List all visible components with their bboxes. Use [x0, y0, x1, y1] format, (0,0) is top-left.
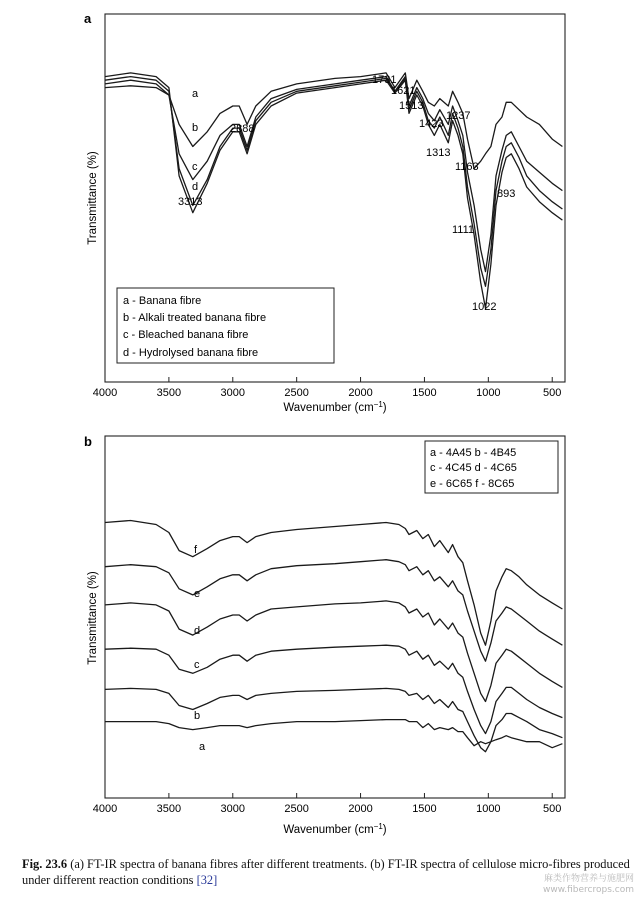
curve-letter-f: f [194, 544, 198, 556]
panel-a-x-tick-label-2500: 2500 [284, 387, 309, 399]
panel-a-x-ticks [93, 377, 562, 399]
peak-label-1111: 1111 [452, 224, 475, 236]
peak-label-1513: 1513 [399, 100, 424, 112]
legend-item-d: d - Hydrolysed banana fibre [123, 347, 259, 359]
panel-b-x-tick-label-1000: 1000 [476, 803, 501, 815]
peak-label-893: 893 [497, 188, 516, 200]
panel-b-series-d [105, 601, 562, 702]
panel-b-x-tick-label-500: 500 [543, 803, 562, 815]
peak-label-1313: 1313 [426, 147, 451, 159]
panel-a-x-tick-label-2000: 2000 [348, 387, 373, 399]
legend-item-ab: a - 4A45 b - 4B45 [430, 447, 517, 459]
panel-b-x-tick-label-3500: 3500 [156, 803, 182, 815]
panel-b-curve-letters [194, 544, 206, 753]
panel-a-x-tick-label-500: 500 [543, 387, 562, 399]
panel-b [84, 434, 565, 836]
curve-letter-a: a [199, 741, 206, 753]
peak-label-1022: 1022 [472, 301, 497, 313]
panel-b-letter: b [84, 434, 92, 449]
panel-b-xlabel: Wavenumber $(cm^{-1})$ [283, 822, 387, 836]
curve-letter-c: c [192, 161, 198, 173]
panel-a-series [105, 73, 562, 309]
caption-reference[interactable]: [32] [196, 873, 218, 887]
panel-a [84, 11, 565, 414]
panel-a-series-b [105, 77, 562, 272]
legend-item-a: a - Banana fibre [123, 295, 202, 307]
panel-b-series-f [105, 521, 562, 646]
panel-b-series [105, 521, 562, 752]
panel-b-x-ticks [93, 793, 562, 815]
panel-b-legend [425, 441, 558, 493]
peak-label-2888: 2888 [230, 123, 255, 135]
peak-label-1237: 1237 [446, 110, 471, 122]
panel-b-ylabel: Transmittance (%) [87, 571, 99, 665]
curve-letter-b: b [192, 122, 199, 134]
panel-b-x-tick-label-1500: 1500 [412, 803, 437, 815]
peak-label-1163: 1163 [455, 161, 479, 173]
panel-a-legend [117, 288, 334, 363]
caption-text: (a) FT-IR spectra of banana fibres after different treatments. (b) FT-IR spectra of cellulose micro-fibres produced under different reaction conditions [22, 857, 630, 887]
panel-a-x-tick-label-1000: 1000 [476, 387, 501, 399]
panel-b-series-b [105, 688, 562, 751]
watermark-line-1: 麻类作物营养与施肥网 [543, 874, 634, 884]
panel-a-x-tick-label-3500: 3500 [156, 387, 182, 399]
curve-letter-b: b [194, 710, 201, 722]
panel-b-x-tick-label-3000: 3000 [220, 803, 246, 815]
watermark-line-2: www.fibercrops.com [543, 885, 634, 895]
curve-letter-c: c [194, 659, 200, 671]
curve-letter-a: a [192, 88, 199, 100]
peak-label-1621: 1621 [391, 85, 416, 97]
peak-label-1423: 1423 [419, 118, 444, 130]
figure-number: Fig. 23.6 [22, 857, 68, 871]
panel-b-series-e [105, 560, 562, 662]
panel-a-x-tick-label-3000: 3000 [220, 387, 246, 399]
panel-a-peak-labels [178, 74, 515, 313]
legend-item-ef: e - 6C65 f - 8C65 [430, 478, 515, 490]
panel-a-x-tick-label-1500: 1500 [412, 387, 437, 399]
curve-letter-e: e [194, 588, 201, 600]
peak-label-3313: 3313 [178, 196, 203, 208]
watermark [543, 874, 634, 896]
panel-a-x-tick-label-4000: 4000 [92, 387, 118, 399]
panel-b-x-tick-label-2000: 2000 [348, 803, 373, 815]
panel-b-x-tick-label-2500: 2500 [284, 803, 309, 815]
panel-b-x-tick-label-4000: 4000 [92, 803, 118, 815]
panel-a-ylabel: Transmittance (%) [87, 151, 99, 245]
curve-letter-d: d [194, 625, 201, 637]
legend-item-b: b - Alkali treated banana fibre [123, 312, 267, 324]
curve-letter-d: d [192, 181, 199, 193]
panel-a-xlabel: Wavenumber $(cm^{-1})$ [283, 400, 387, 414]
panel-b-series-c [105, 645, 562, 733]
peak-label-1731: 1731 [372, 74, 397, 86]
legend-item-cd: c - 4C45 d - 4C65 [430, 462, 517, 474]
legend-item-c: c - Bleached banana fibre [123, 329, 249, 341]
panel-a-letter: a [84, 11, 92, 26]
